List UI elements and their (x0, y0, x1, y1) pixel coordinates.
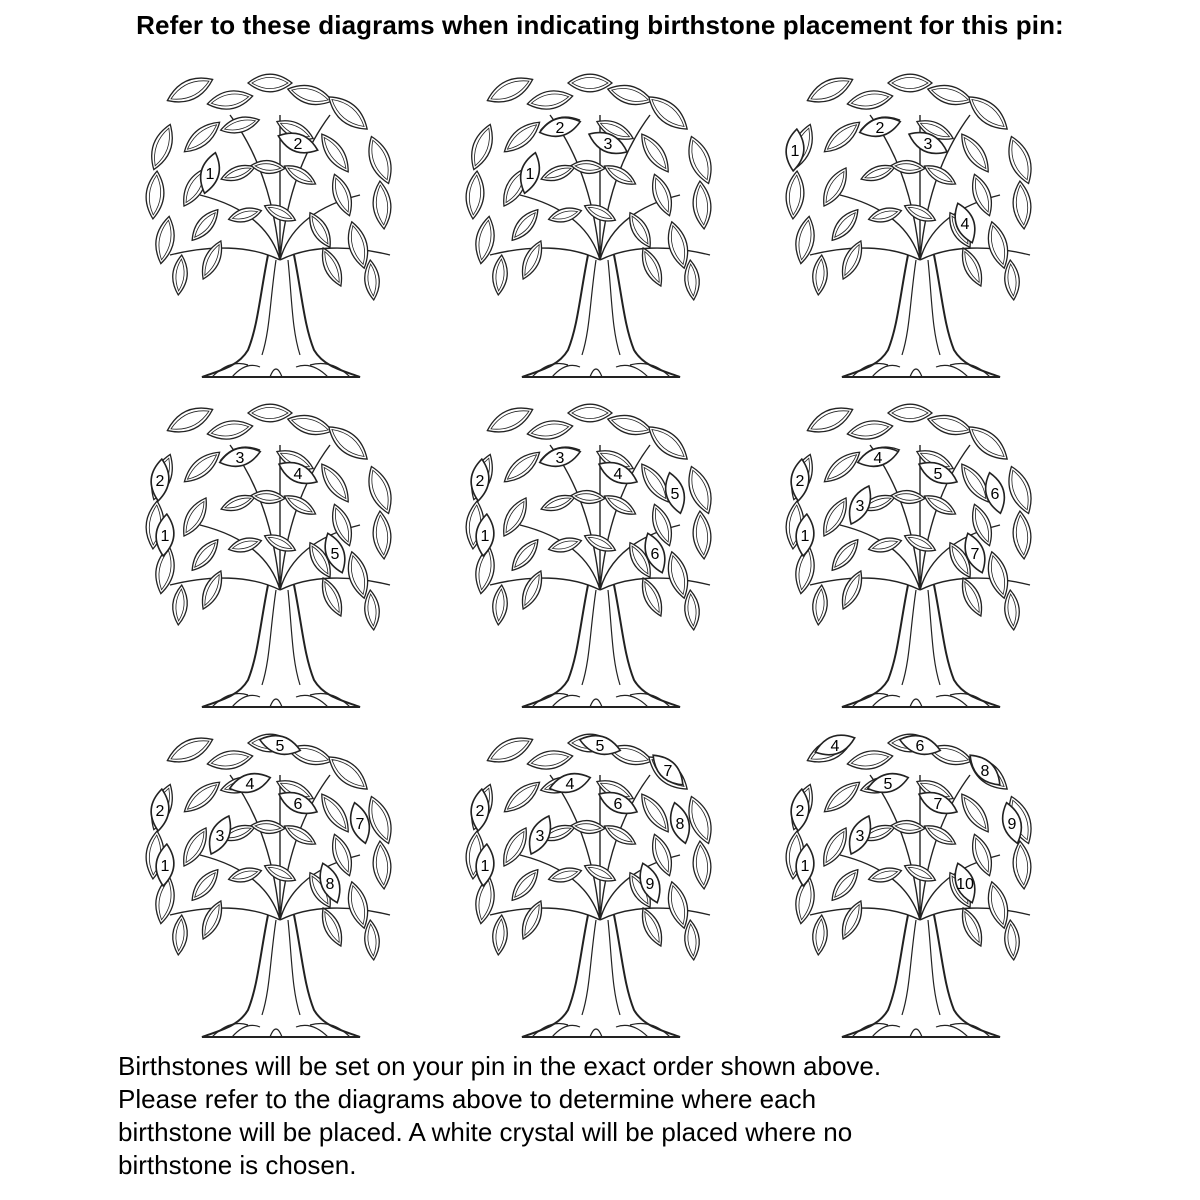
leaf-icon (837, 898, 868, 942)
tree-icon (440, 55, 760, 385)
leaf-icon (179, 446, 225, 488)
birthstone-number: 9 (645, 876, 655, 893)
leaf-icon (491, 584, 509, 625)
birthstone-number: 3 (235, 450, 245, 467)
birthstone-number: 3 (215, 828, 225, 845)
leaf-icon (817, 164, 853, 210)
leaf-icon (206, 747, 254, 772)
tree-icon (760, 715, 1080, 1045)
page-title: Refer to these diagrams when indicating birthstone placement for this pin: (136, 10, 1064, 40)
leaf-icon (819, 116, 865, 158)
birthstone-number: 2 (475, 803, 485, 820)
leaf-icon (963, 90, 1014, 137)
leaf-icon (219, 113, 261, 137)
birthstone-number: 8 (325, 876, 335, 893)
leaf-icon (507, 205, 544, 245)
leaf-icon (955, 790, 994, 837)
leaf-icon (491, 914, 509, 955)
tree-diagram-2-stones (120, 55, 440, 385)
tree-icon (760, 385, 1080, 715)
tree-diagram-10-stones (760, 715, 1080, 1045)
leaf-icon (837, 568, 868, 612)
leaf-icon (568, 404, 612, 422)
leaf-icon (327, 172, 357, 219)
trunk-inner (262, 920, 300, 1015)
leaf-icon (171, 254, 189, 295)
birthstone-number: 9 (1007, 816, 1017, 833)
leaf-icon (637, 905, 668, 949)
leaf-icon (867, 864, 903, 885)
trunk-inner (262, 590, 300, 685)
leaf-icon (601, 490, 639, 519)
leaf-icon (811, 914, 829, 955)
birthstone-number: 6 (293, 796, 303, 813)
birthstone-number: 6 (613, 796, 623, 813)
birthstone-number: 1 (205, 166, 215, 183)
leaf-icon (499, 776, 545, 818)
leaf-icon (281, 490, 319, 519)
trunk-inner (902, 260, 940, 355)
leaf-icon (497, 824, 533, 870)
leaf-icon (371, 510, 393, 559)
leaf-icon (248, 404, 292, 422)
leaf-icon (219, 491, 257, 515)
leaf-icon (635, 790, 674, 837)
tree-icon (440, 715, 760, 1045)
trunk-inner (582, 920, 620, 1015)
tree-icon (760, 55, 1080, 385)
leaf-icon (888, 404, 932, 422)
leaf-icon (811, 584, 829, 625)
leaf-icon (691, 180, 713, 229)
leaf-icon (517, 238, 548, 282)
birthstone-number: 6 (650, 546, 660, 563)
leaf-icon (323, 90, 374, 137)
tree-icon (120, 385, 440, 715)
trunk-inner (582, 260, 620, 355)
leaf-icon (517, 568, 548, 612)
leaf-icon (846, 417, 894, 442)
leaf-icon (955, 130, 994, 177)
birthstone-number: 3 (603, 136, 613, 153)
leaf-icon (1002, 463, 1037, 517)
footer-note (118, 1050, 1098, 1182)
leaf-icon (647, 172, 677, 219)
leaf-icon (371, 180, 393, 229)
leaf-icon (206, 417, 254, 442)
leaf-icon (206, 87, 254, 112)
leaf-icon (606, 411, 655, 440)
leaf-icon (624, 209, 656, 251)
leaf-icon (286, 81, 335, 110)
birthstone-number: 8 (675, 816, 685, 833)
leaf-icon (317, 575, 348, 619)
birthstone-number: 4 (293, 466, 303, 483)
leaf-icon (827, 535, 864, 575)
leaf-icon (601, 820, 639, 849)
birthstone-number: 7 (663, 763, 673, 780)
leaf-icon (819, 446, 865, 488)
leaf-icon (362, 463, 397, 517)
leaf-icon (281, 160, 319, 189)
birthstone-number: 5 (275, 738, 285, 755)
birthstone-number: 6 (915, 738, 925, 755)
leaf-icon (867, 534, 903, 555)
leaf-icon (811, 254, 829, 295)
leaf-icon (1011, 180, 1033, 229)
birthstone-slot (661, 470, 689, 515)
leaf-icon (187, 205, 224, 245)
leaf-icon (957, 905, 988, 949)
leaf-icon (526, 417, 574, 442)
leaf-icon (637, 575, 668, 619)
leaf-icon (837, 238, 868, 282)
leaf-icon (187, 535, 224, 575)
leaf-icon (926, 81, 975, 110)
leaf-icon (635, 130, 674, 177)
leaf-icon (362, 133, 397, 187)
birthstone-slot (217, 443, 262, 471)
leaf-icon (177, 824, 213, 870)
leaf-icon (846, 87, 894, 112)
leaf-icon (539, 491, 577, 515)
leaf-icon (921, 490, 959, 519)
leaf-icon (921, 160, 959, 189)
leaf-icon (827, 865, 864, 905)
birthstone-number: 6 (990, 486, 1000, 503)
leaf-icon (827, 205, 864, 245)
leaf-icon (784, 170, 806, 219)
leaf-icon (187, 865, 224, 905)
leaf-icon (323, 420, 374, 467)
tree-diagram-9-stones (440, 715, 760, 1045)
leaf-icon (197, 568, 228, 612)
leaf-icon (499, 116, 545, 158)
birthstone-number: 1 (160, 858, 170, 875)
birthstone-number: 4 (873, 450, 883, 467)
tree-icon (440, 385, 760, 715)
leaf-icon (146, 121, 179, 172)
birthstone-slot (855, 443, 900, 471)
birthstone-slot (857, 113, 902, 141)
leaf-icon (547, 204, 583, 225)
leaf-icon (643, 420, 694, 467)
leaf-icon (315, 460, 354, 507)
leaf-icon (957, 245, 988, 289)
leaf-icon (859, 161, 897, 185)
footer-line-4: birthstone is chosen. (118, 1150, 357, 1180)
leaf-icon (888, 74, 932, 92)
leaf-icon (517, 898, 548, 942)
birthstone-number: 2 (475, 473, 485, 490)
birthstone-number: 3 (855, 498, 865, 515)
leaf-icon (817, 824, 853, 870)
leaf-icon (957, 575, 988, 619)
birthstone-number: 2 (155, 473, 165, 490)
leaf-icon (323, 750, 374, 797)
leaf-icon (171, 914, 189, 955)
birthstone-slot (537, 113, 582, 141)
leaf-icon (152, 215, 178, 265)
leaf-icon (171, 584, 189, 625)
leaf-icon (846, 747, 894, 772)
birthstone-number: 7 (933, 796, 943, 813)
leaf-icon (227, 534, 263, 555)
leaf-icon (315, 130, 354, 177)
leaf-icon (227, 864, 263, 885)
footer-line-2: Please refer to the diagrams above to determine where each (118, 1084, 817, 1114)
leaf-icon (507, 865, 544, 905)
birthstone-number: 1 (525, 166, 535, 183)
leaf-icon (867, 204, 903, 225)
trunk-inner (902, 590, 940, 685)
birthstone-number: 2 (875, 120, 885, 137)
leaf-icon (491, 254, 509, 295)
birthstone-number: 5 (883, 776, 893, 793)
leaf-icon (526, 747, 574, 772)
leaf-icon (286, 411, 335, 440)
tree-diagram-4-stones (760, 55, 1080, 385)
leaf-icon (197, 898, 228, 942)
leaf-icon (926, 411, 975, 440)
tree-diagram-7-stones (760, 385, 1080, 715)
birthstone-number: 1 (480, 528, 490, 545)
leaf-icon (179, 776, 225, 818)
footer-line-1: Birthstones will be set on your pin in the exact order shown above. (118, 1051, 882, 1081)
tree-icon (120, 55, 440, 385)
leaf-icon (547, 864, 583, 885)
leaf-icon (539, 161, 577, 185)
birthstone-number: 1 (790, 143, 800, 160)
leaf-icon (227, 204, 263, 225)
tree-diagrams-grid (120, 55, 1080, 1045)
birthstone-number: 5 (670, 486, 680, 503)
birthstone-number: 1 (800, 858, 810, 875)
leaf-icon (817, 494, 853, 540)
birthstone-number: 3 (855, 828, 865, 845)
leaf-icon (547, 534, 583, 555)
leaf-icon (691, 840, 713, 889)
tree-diagram-3-stones (440, 55, 760, 385)
birthstone-number: 8 (980, 763, 990, 780)
leaf-icon (317, 245, 348, 289)
birthstone-number: 10 (956, 876, 974, 893)
leaf-icon (691, 510, 713, 559)
birthstone-number: 5 (595, 738, 605, 755)
leaf-icon (464, 170, 486, 219)
leaf-icon (682, 133, 717, 187)
leaf-icon (1011, 840, 1033, 889)
leaf-icon (606, 81, 655, 110)
leaf-icon (315, 790, 354, 837)
leaf-icon (281, 820, 319, 849)
birthstone-number: 7 (970, 546, 980, 563)
birthstone-slot (964, 749, 1006, 791)
birthstone-number: 3 (535, 828, 545, 845)
birthstone-number: 4 (565, 776, 575, 793)
leaf-icon (637, 245, 668, 289)
birthstone-number: 2 (293, 136, 303, 153)
tree-icon (120, 715, 440, 1045)
birthstone-number: 3 (923, 136, 933, 153)
birthstone-number: 1 (800, 528, 810, 545)
birthstone-number: 2 (555, 120, 565, 137)
birthstone-number: 2 (795, 473, 805, 490)
leaf-icon (526, 87, 574, 112)
birthstone-number: 2 (795, 803, 805, 820)
leaf-icon (967, 832, 997, 879)
leaf-icon (472, 215, 498, 265)
birthstone-number: 4 (960, 216, 970, 233)
birthstone-number: 4 (613, 466, 623, 483)
leaf-icon (963, 420, 1014, 467)
birthstone-slot (537, 443, 582, 471)
leaf-icon (568, 74, 612, 92)
leaf-icon (248, 74, 292, 92)
leaf-icon (601, 160, 639, 189)
birthstone-slot (981, 470, 1009, 515)
tree-diagram-6-stones (440, 385, 760, 715)
leaf-icon (507, 535, 544, 575)
leaf-icon (177, 494, 213, 540)
leaf-icon (499, 446, 545, 488)
leaf-icon (921, 820, 959, 849)
birthstone-number: 4 (245, 776, 255, 793)
leaf-icon (179, 116, 225, 158)
birthstone-number: 7 (355, 816, 365, 833)
leaf-icon (371, 840, 393, 889)
leaf-icon (219, 161, 257, 185)
leaf-icon (304, 209, 336, 251)
trunk-inner (582, 590, 620, 685)
birthstone-number: 2 (155, 803, 165, 820)
footer-line-3: birthstone will be placed. A white crystal will be placed where no (118, 1117, 853, 1147)
leaf-icon (466, 121, 499, 172)
birthstone-number: 4 (830, 738, 840, 755)
birthstone-number: 5 (330, 546, 340, 563)
leaf-icon (497, 494, 533, 540)
leaf-icon (819, 776, 865, 818)
trunk-inner (262, 260, 300, 355)
leaf-icon (967, 172, 997, 219)
birthstone-number: 5 (933, 466, 943, 483)
leaf-icon (1011, 510, 1033, 559)
leaf-icon (144, 170, 166, 219)
leaf-icon (1002, 133, 1037, 187)
leaf-icon (643, 90, 694, 137)
leaf-icon (682, 463, 717, 517)
leaf-icon (792, 215, 818, 265)
tree-diagram-5-stones (120, 385, 440, 715)
birthstone-number: 1 (160, 528, 170, 545)
leaf-icon (197, 238, 228, 282)
trunk-inner (902, 920, 940, 1015)
birthstone-number: 3 (555, 450, 565, 467)
tree-diagram-8-stones (120, 715, 440, 1045)
birthstone-number: 1 (480, 858, 490, 875)
leaf-icon (317, 905, 348, 949)
